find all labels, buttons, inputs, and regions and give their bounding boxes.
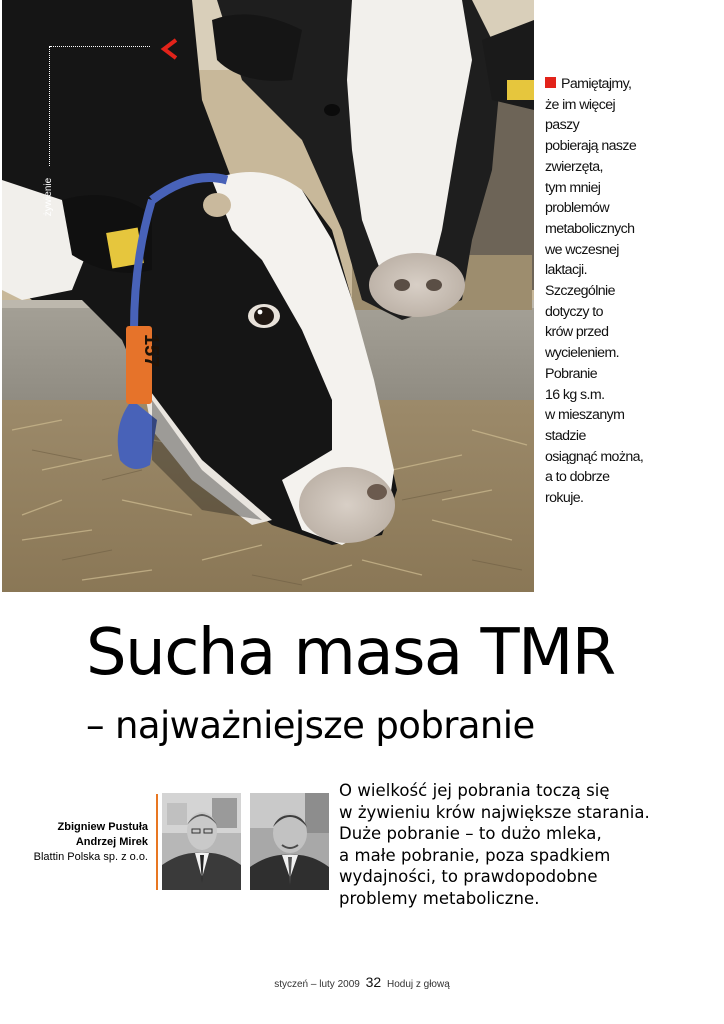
red-square-bullet-icon <box>545 77 556 88</box>
lead-line: Duże pobranie – to dużo mleka, <box>339 824 602 844</box>
caption-line: krów przed <box>545 324 609 341</box>
chevron-left-icon <box>158 36 184 62</box>
caption-line: problemów <box>545 200 609 217</box>
author-divider <box>156 794 158 890</box>
caption-line: dotyczy to <box>545 303 603 320</box>
author-company: Blattin Polska sp. z o.o. <box>33 851 148 863</box>
page-number: 32 <box>365 974 382 990</box>
lead-line: a małe pobranie, poza spadkiem <box>339 845 611 865</box>
caption-line: a to dobrze <box>545 469 610 486</box>
caption-line: 16 kg s.m. <box>545 386 605 403</box>
article-title: Sucha masa TMR <box>86 616 615 690</box>
author-name: Andrzej Mirek <box>75 836 148 848</box>
article-subtitle: – najważniejsze pobranie <box>86 704 535 747</box>
cows-feeding-photo <box>2 0 534 592</box>
lead-line: O wielkość jej pobrania toczą się <box>339 781 610 800</box>
caption-line: tym mniej <box>545 179 601 196</box>
section-dotted-rule-horizontal <box>50 46 150 47</box>
caption-line: pobierają nasze <box>545 138 637 155</box>
author-photo <box>162 793 241 890</box>
author-photo <box>250 793 329 890</box>
caption-line: stadzie <box>545 427 586 444</box>
caption-line: osiągnąć można, <box>545 448 644 465</box>
caption-line: rokuje. <box>545 490 584 507</box>
caption-line: w mieszanym <box>545 407 625 424</box>
page-footer <box>0 974 724 990</box>
caption-line: metabolicznych <box>545 220 635 237</box>
section-dotted-rule-vertical <box>49 46 50 166</box>
caption-line: Szczególnie <box>545 283 615 300</box>
lead-line: wydajności, to prawdopodobne <box>339 867 598 887</box>
author-name: Zbigniew Pustuła <box>57 821 148 833</box>
lead-line: problemy metaboliczne. <box>339 888 540 908</box>
caption-line: Pobranie <box>545 365 597 382</box>
caption-line: że im więcej <box>545 96 616 113</box>
photo-caption <box>545 74 657 509</box>
caption-line: Pamiętajmy, <box>545 74 657 95</box>
footer-date: styczeń – luty 2009 <box>274 979 360 990</box>
caption-line: paszy <box>545 117 580 134</box>
caption-line: we wczesnej <box>545 241 619 258</box>
lead-line: w żywieniu krów największe starania. <box>339 802 650 822</box>
caption-line: laktacji. <box>545 262 587 279</box>
article-lead <box>339 780 659 910</box>
section-tag: żywienie <box>43 177 54 217</box>
footer-magazine: Hoduj z głową <box>386 979 450 990</box>
author-byline <box>20 820 148 865</box>
ear-tag-number: 157 <box>140 334 162 368</box>
caption-line: wycieleniem. <box>545 345 620 362</box>
caption-line: zwierzęta, <box>545 158 603 175</box>
